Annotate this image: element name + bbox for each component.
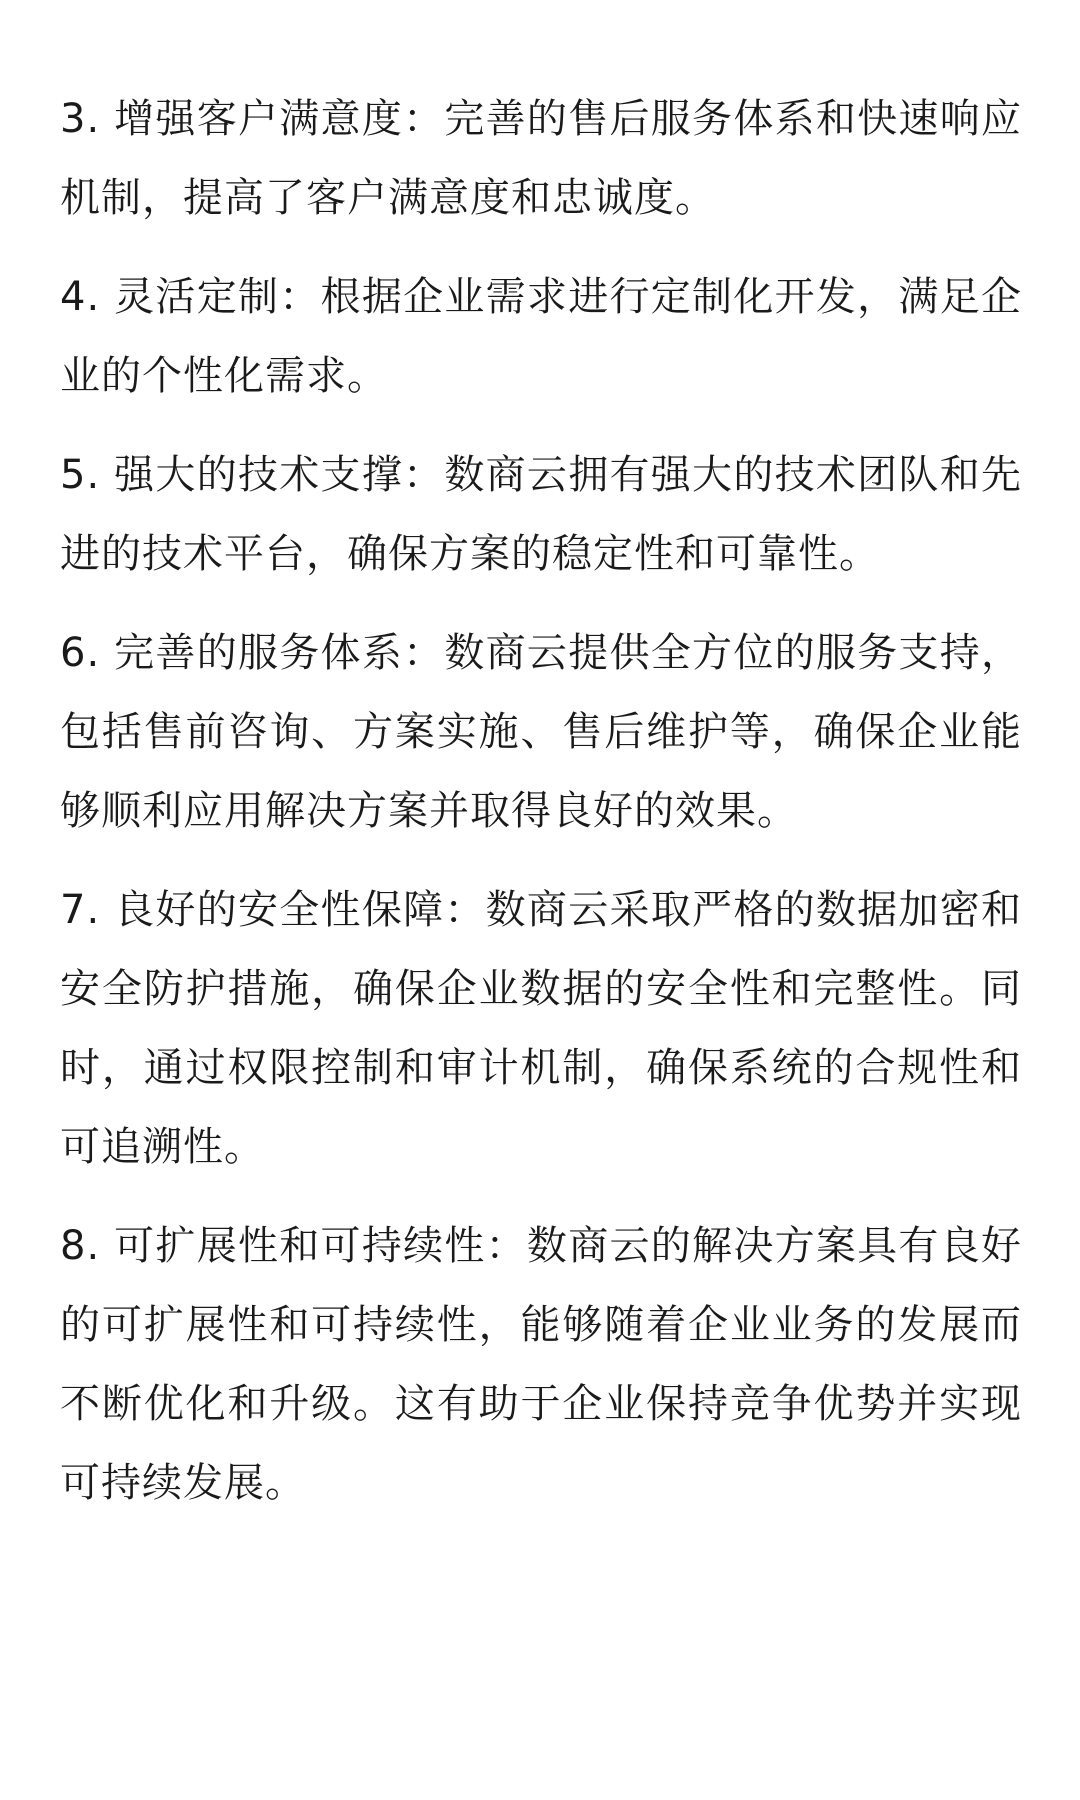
paragraph-3: 3. 增强客户满意度：完善的售后服务体系和快速响应机制，提高了客户满意度和忠诚度。 — [60, 96, 1022, 221]
article-body — [60, 80, 1022, 1543]
paragraph-6: 6. 完善的服务体系：数商云提供全方位的服务支持，包括售前咨询、方案实施、售后维护等，确保企业能够顺利应用解决方案并取得良好的效果。 — [60, 630, 1022, 834]
paragraph-5: 5. 强大的技术支撑：数商云拥有强大的技术团队和先进的技术平台，确保方案的稳定性和可靠性。 — [60, 452, 1022, 577]
paragraph-4: 4. 灵活定制：根据企业需求进行定制化开发，满足企业的个性化需求。 — [60, 274, 1022, 399]
paragraph-8: 8. 可扩展性和可持续性：数商云的解决方案具有良好的可扩展性和可持续性，能够随着企业业务的发展而不断优化和升级。这有助于企业保持竞争优势并实现可持续发展。 — [60, 1223, 1022, 1506]
paragraph-7: 7. 良好的安全性保障：数商云采取严格的数据加密和安全防护措施，确保企业数据的安全性和完整性。同时，通过权限控制和审计机制，确保系统的合规性和可追溯性。 — [60, 887, 1022, 1170]
